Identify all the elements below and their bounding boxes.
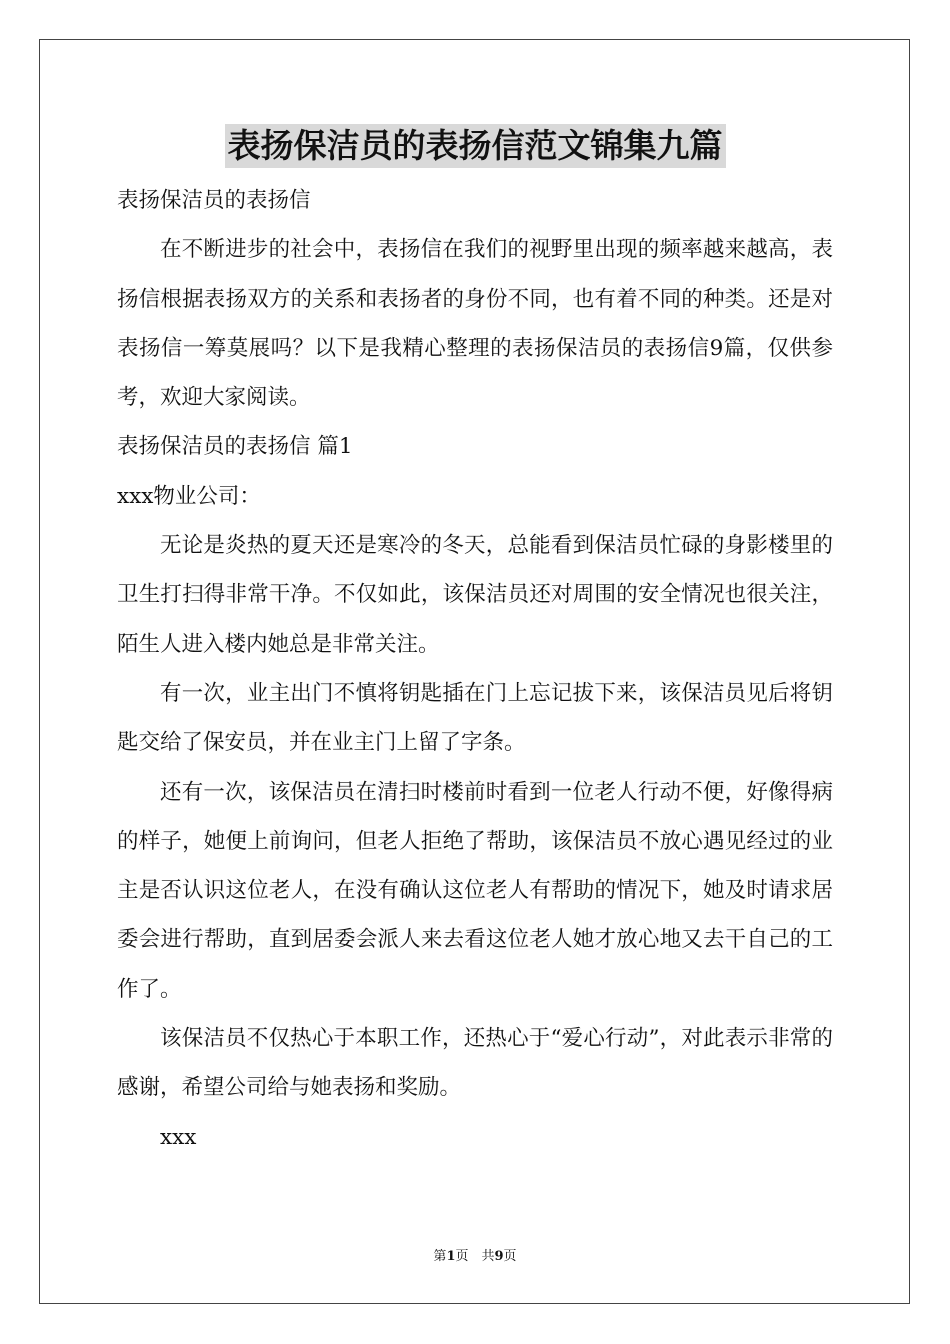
intro-paragraph: 在不断进步的社会中，表扬信在我们的视野里出现的频率越来越高，表扬信根据表扬双方的关系和表扬者的身份不同，也有着不同的种类。还是对表扬信一筹莫展吗？以下是我精心整理的表扬保洁员的表扬信9篇，仅供参考，欢迎大家阅读。 [117,237,833,411]
page-footer [0,1248,950,1266]
signature: xxx [160,1124,197,1150]
document-subtitle: 表扬保洁员的表扬信 [117,188,311,213]
footer-page-total: 9 [494,1249,504,1264]
document-body [117,176,833,1162]
document-title: 表扬保洁员的表扬信范文锦集九篇 [225,124,726,168]
salutation: xxx物业公司： [117,483,261,509]
footer-page-suffix: 页 [503,1249,517,1264]
footer-page-current: 1 [446,1249,456,1264]
body-paragraph: 还有一次，该保洁员在清扫时楼前时看到一位老人行动不便，好像得病的样子，她便上前询问，但老人拒绝了帮助，该保洁员不放心遇见经过的业主是否认识这位老人，在没有确认这位老人有帮助的情况下，她及时请求居委会进行帮助，直到居委会派人来去看这位老人她才放心地又去干自己的工作了。 [117,779,833,1002]
body-paragraph: 无论是炎热的夏天还是寒冷的冬天，总能看到保洁员忙碌的身影楼里的卫生打扫得非常干净。不仅如此，该保洁员还对周围的安全情况也很关注，陌生人进入楼内她总是非常关注。 [117,533,833,657]
footer-page-mid: 页 共 [455,1249,495,1264]
footer-page-prefix: 第 [433,1249,447,1264]
body-paragraph: 有一次，业主出门不慎将钥匙插在门上忘记拔下来，该保洁员见后将钥匙交给了保安员，并在业主门上留了字条。 [117,680,833,756]
section-heading: 表扬保洁员的表扬信 篇1 [117,434,353,460]
body-paragraph: 该保洁员不仅热心于本职工作，还热心于“爱心行动”，对此表示非常的感谢，希望公司给与她表扬和奖励。 [117,1026,833,1101]
title-container [0,124,950,168]
